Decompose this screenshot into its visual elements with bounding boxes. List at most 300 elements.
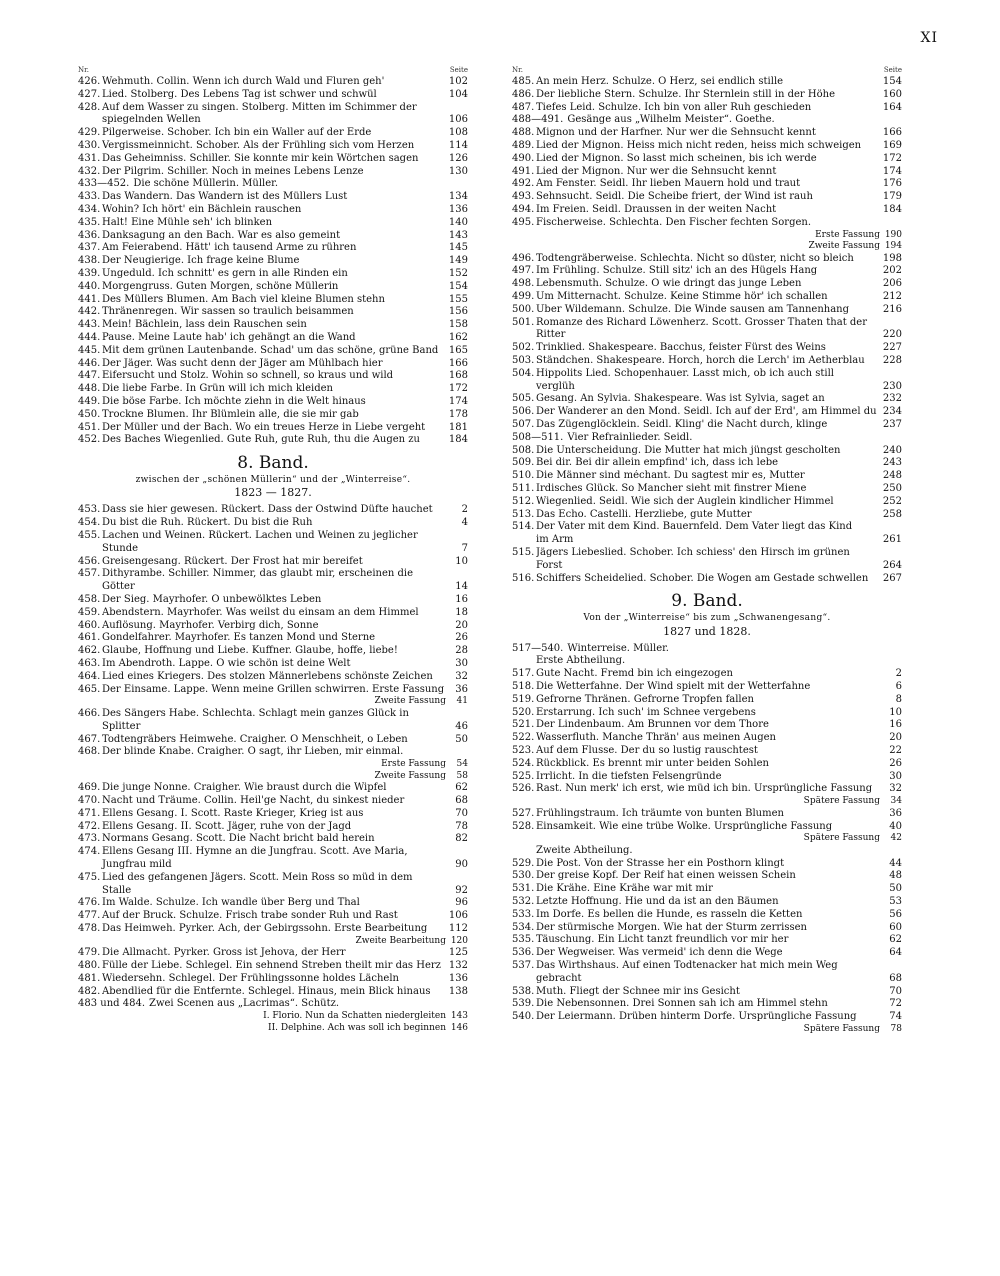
list-item [512, 317, 902, 330]
list-item [512, 204, 902, 217]
list-item [78, 396, 468, 409]
entry-text: Nacht und Träume. Collin. Heil'ge Nacht, du sinkest nieder [102, 794, 405, 806]
list-item [78, 833, 468, 846]
page-ref: 64 [889, 947, 902, 959]
entry-number: 535. [512, 934, 535, 946]
list-item [512, 758, 902, 771]
entry-number: 457. [78, 568, 101, 580]
page-ref: 240 [882, 444, 902, 456]
list-item [78, 808, 468, 821]
list-item [512, 76, 902, 89]
entry-number: 491. [512, 165, 535, 177]
page-ref: 174 [882, 165, 902, 177]
entry-number: 450. [78, 408, 101, 420]
page-ref: 32 [455, 670, 468, 682]
page-ref: 2 [895, 668, 902, 680]
list-item [78, 607, 468, 620]
list-item [78, 734, 468, 747]
list-item [512, 1011, 902, 1024]
entry-number: 530. [512, 870, 535, 882]
entry-number: 512. [512, 495, 535, 507]
entry-number: 453. [78, 504, 101, 516]
page-ref: 264 [882, 559, 902, 571]
page-ref: 130 [448, 165, 468, 177]
band-9-title: 9. Band. [671, 591, 743, 612]
page-ref: 42 [890, 833, 902, 844]
list-item [512, 547, 902, 560]
entry-number: 478. [78, 922, 101, 934]
page-ref: 16 [455, 594, 468, 606]
entry-text: Stalle [102, 884, 132, 896]
entry-number: 479. [78, 947, 101, 959]
entry-number: 454. [78, 517, 101, 529]
list-item [78, 821, 468, 834]
entry-number: 433. [78, 191, 101, 203]
entry-text: Gesänge aus „Wilhelm Meister“. Goethe. [567, 114, 775, 126]
page-ref: 166 [448, 357, 468, 369]
list-item [512, 858, 902, 871]
page-ref: 206 [882, 278, 902, 290]
entry-number: 475. [78, 871, 101, 883]
list-item [512, 432, 902, 445]
entry-number: 465. [78, 683, 101, 695]
page-ref: 68 [455, 794, 468, 806]
entry-text: Lied der Mignon. Nur wer die Sehnsucht kennt [536, 165, 777, 177]
list-item [512, 922, 902, 935]
entry-number: 511. [512, 482, 535, 494]
list-item [512, 707, 902, 720]
entry-text: Fischerweise. Schlechta. Den Fischer fechten Sorgen. [536, 216, 812, 228]
list-item [512, 783, 902, 796]
entry-number: 526. [512, 783, 535, 795]
list-item [512, 509, 902, 522]
entry-text: Greisengesang. Rückert. Der Frost hat mir bereifet [102, 555, 363, 567]
list-item [78, 255, 468, 268]
entry-number: 444. [78, 331, 101, 343]
entry-number: 481. [78, 972, 101, 984]
page-ref: 22 [889, 745, 902, 757]
entry-text: Die böse Farbe. Ich möchte ziehn in die Welt hinaus [102, 395, 366, 407]
page-ref: 160 [882, 88, 902, 100]
list-item [78, 947, 468, 960]
entry-number: 433—452. [78, 178, 130, 190]
entry-text: Gondelfahrer. Mayrhofer. Es tanzen Mond und Sterne [102, 632, 376, 644]
list-item [78, 268, 468, 281]
entry-text: Das Wirthshaus. Auf einen Todtenacker hat mich mein Weg [536, 960, 838, 972]
list-item [512, 998, 902, 1011]
page-ref: 230 [882, 380, 902, 392]
list-item [512, 191, 902, 204]
entry-number: 446. [78, 357, 101, 369]
entry-text: Die Wetterfahne. Der Wind spielt mit der Wetterfahne [536, 681, 811, 693]
page-ref: 7 [461, 542, 468, 554]
list-item [512, 947, 902, 960]
list-item [512, 102, 902, 115]
page-ref: 36 [889, 807, 902, 819]
list-item [512, 114, 902, 127]
entry-number: 520. [512, 706, 535, 718]
entry-number: 513. [512, 508, 535, 520]
entry-number: 460. [78, 619, 101, 631]
entry-number: 459. [78, 606, 101, 618]
list-item [78, 166, 468, 179]
entry-text: Der Neugierige. Ich frage keine Blume [102, 255, 300, 267]
page-ref: 106 [448, 910, 468, 922]
entry-number: 498. [512, 278, 535, 290]
list-item [78, 140, 468, 153]
list-item [78, 568, 468, 581]
header-no: Nr. [512, 66, 523, 74]
page-ref: 145 [448, 242, 468, 254]
list-item [512, 278, 902, 291]
page-ref: 26 [455, 632, 468, 644]
page-ref: 146 [450, 1022, 468, 1033]
entry-text: Das Geheimniss. Schiller. Sie konnte mir kein Wörtchen sagen [102, 152, 419, 164]
band-8-title: 8. Band. [237, 453, 309, 474]
page-ref: 252 [882, 495, 902, 507]
entry-number: 492. [512, 178, 535, 190]
entry-text: Der liebliche Stern. Schulze. Ihr Sternlein still in der Höhe [536, 88, 835, 100]
entry-number: 522. [512, 732, 535, 744]
list-item [512, 217, 902, 230]
header-page: Seite [883, 66, 902, 74]
list-item [78, 658, 468, 671]
list-item [78, 345, 468, 358]
entry-list [78, 504, 468, 1034]
entry-text: Lied. Stolberg. Des Lebens Tag ist schwer und schwül [102, 88, 377, 100]
page-ref: 74 [889, 1011, 902, 1023]
entry-text: Erstarrung. Ich such' im Schnee vergebens [536, 706, 756, 718]
version-line [78, 936, 468, 948]
entry-text: Wiedersehn. Schlegel. Der Frühlingssonne holdes Lächeln [102, 972, 399, 984]
band-9-range: Von der „Winterreise“ bis zum „Schwanengesang“. [583, 613, 831, 624]
entry-text: Der Sieg. Mayrhofer. O unbewölktes Leben [102, 594, 322, 606]
entry-text: Gute Nacht. Fremd bin ich eingezogen [536, 668, 733, 680]
entry-text: Muth. Fliegt der Schnee mir ins Gesicht [536, 985, 740, 997]
entry-text: Wohin? Ich hört' ein Bächlein rauschen [102, 203, 302, 215]
entry-continuation [78, 721, 468, 734]
page-ref: 108 [448, 127, 468, 139]
page-ref: 154 [882, 76, 902, 87]
page-ref: 30 [889, 770, 902, 782]
entry-text: Die schöne Müllerin. Müller. [133, 178, 279, 190]
entry-text: Im Abendroth. Lappe. O wie schön ist deine Welt [102, 658, 351, 670]
page-ref: 90 [455, 858, 468, 870]
entry-text: Das Heimweh. Pyrker. Ach, der Gebirgssohn. Erste Bearbeitung [102, 922, 428, 934]
page-ref: 132 [448, 960, 468, 972]
entry-number: 431. [78, 152, 101, 164]
entry-number: 516. [512, 572, 535, 584]
entry-number: 507. [512, 418, 535, 430]
page-ref: 227 [882, 342, 902, 354]
page-number: XI [920, 30, 938, 46]
entry-text: Sehnsucht. Seidl. Die Scheibe friert, der Wind ist rauh [536, 191, 813, 203]
entry-text: Im Freien. Seidl. Draussen in der weiten Nacht [536, 203, 777, 215]
entry-text: Lied der Mignon. So lasst mich scheinen, bis ich werde [536, 152, 817, 164]
page-ref: 2 [461, 504, 468, 516]
entry-number: 483 und 484. [78, 998, 145, 1010]
page-ref: 40 [889, 820, 902, 832]
page-ref: 143 [448, 229, 468, 241]
page-ref: 92 [455, 884, 468, 896]
entry-continuation [512, 560, 902, 573]
page-ref: 202 [882, 265, 902, 277]
list-item [512, 470, 902, 483]
list-item [78, 153, 468, 166]
version-line [78, 759, 468, 771]
list-item [512, 870, 902, 883]
entry-text: Zwei Scenen aus „Lacrimas“. Schütz. [149, 998, 340, 1010]
list-item [512, 909, 902, 922]
entry-number: 490. [512, 152, 535, 164]
band-8-years: 1823 — 1827. [234, 486, 312, 500]
entry-number: 447. [78, 370, 101, 382]
list-item [512, 265, 902, 278]
list-item [78, 708, 468, 721]
entry-number: 515. [512, 546, 535, 558]
entry-text: Jungfrau mild [102, 858, 172, 870]
entry-text: spiegelnden Wellen [102, 114, 201, 126]
entry-list [78, 76, 468, 447]
page-ref: 237 [882, 418, 902, 430]
entry-text: Der Wanderer an den Mond. Seidl. Ich auf der Erd', am Himmel du [536, 406, 877, 418]
list-item [78, 645, 468, 658]
page-ref: 62 [455, 782, 468, 794]
page-ref: 243 [882, 457, 902, 469]
entry-number: 500. [512, 303, 535, 315]
entry-text: Tiefes Leid. Schulze. Ich bin von aller Ruh geschieden [536, 101, 812, 113]
entry-text: gebracht [536, 972, 582, 984]
list-item [78, 556, 468, 569]
list-item [78, 897, 468, 910]
entry-text: Einsamkeit. Wie eine trübe Wolke. Ursprüngliche Fassung [536, 820, 833, 832]
list-item [512, 89, 902, 102]
entry-text: Fülle der Liebe. Schlegel. Ein sehnend Streben theilt mir das Herz [102, 960, 441, 972]
page-ref: 261 [882, 534, 902, 546]
list-item [512, 668, 902, 681]
page-ref: 54 [456, 759, 468, 770]
entry-text: Mein! Bächlein, lass dein Rauschen sein [102, 319, 307, 331]
entry-text: Die junge Nonne. Craigher. Wie braust durch die Wipfel [102, 782, 387, 794]
entry-number: 472. [78, 820, 101, 832]
entry-text: Im Dorfe. Es bellen die Hunde, es rasseln die Ketten [536, 908, 803, 920]
list-item [512, 681, 902, 694]
entry-number: 426. [78, 76, 101, 87]
entry-list [512, 76, 902, 585]
entry-number: 467. [78, 733, 101, 745]
list-item [512, 896, 902, 909]
entry-text: Schiffers Scheidelied. Schober. Die Wogen am Gestade schwellen [536, 572, 869, 584]
entry-number: 537. [512, 960, 535, 972]
column-header [78, 66, 468, 76]
entry-number: 508—511. [512, 431, 564, 443]
entry-number: 469. [78, 782, 101, 794]
version-label: Erste Fassung [381, 759, 446, 770]
entry-continuation [78, 581, 468, 594]
page-ref: 126 [448, 152, 468, 164]
entry-number: 440. [78, 280, 101, 292]
list-item [78, 242, 468, 255]
version-label: I. Florio. Nun da Schatten niedergleiten [263, 1011, 446, 1022]
entry-number: 476. [78, 897, 101, 909]
entry-text: Dithyrambe. Schiller. Nimmer, das glaubt mir, erscheinen die [102, 568, 414, 580]
entry-text: Um Mitternacht. Schulze. Keine Stimme hör' ich schallen [536, 290, 828, 302]
entry-text: Todtengräbers Heimwehe. Craigher. O Menschheit, o Leben [102, 733, 408, 745]
version-line [78, 696, 468, 708]
entry-text: Dass sie hier gewesen. Rückert. Dass der Ostwind Düfte hauchet [102, 504, 433, 516]
page-ref: 168 [448, 370, 468, 382]
list-item [78, 960, 468, 973]
page-ref: 120 [450, 935, 468, 946]
entry-number: 470. [78, 794, 101, 806]
entry-number: 438. [78, 255, 101, 267]
list-item [78, 910, 468, 923]
entry-text: Lied des gefangenen Jägers. Scott. Mein Ross so müd in dem [102, 871, 413, 883]
entry-number: 437. [78, 242, 101, 254]
version-line [512, 241, 902, 253]
list-item [78, 504, 468, 517]
section-heading: Erste Abtheilung. [536, 655, 626, 667]
list-item [512, 496, 902, 509]
entry-text: Auf der Bruck. Schulze. Frisch trabe sonder Ruh und Rast [102, 910, 398, 922]
list-item [512, 521, 902, 534]
version-label: Zweite Fassung [808, 241, 880, 252]
entry-number: 496. [512, 252, 535, 264]
entry-text: Der greise Kopf. Der Reif hat einen weissen Schein [536, 870, 796, 882]
entry-text: Auf dem Flusse. Der du so lustig rauschtest [536, 745, 758, 757]
list-item [512, 483, 902, 496]
entry-text: Romanze des Richard Löwenherz. Scott. Grosser Thaten that der [536, 316, 868, 328]
page-ref: 96 [455, 897, 468, 909]
entry-number: 458. [78, 594, 101, 606]
entry-text: Irrlicht. In die tiefsten Felsengründe [536, 770, 722, 782]
page-ref: 72 [889, 998, 902, 1010]
page-ref: 152 [448, 267, 468, 279]
entry-text: Jägers Liebeslied. Schober. Ich schiess' den Hirsch im grünen [536, 546, 850, 558]
version-label: Spätere Fassung [803, 796, 880, 807]
page-ref: 232 [882, 393, 902, 405]
entry-number: 499. [512, 290, 535, 302]
entry-text: Über Wildemann. Schulze. Die Winde sausen am Tannenhang [536, 303, 849, 315]
list-item [78, 127, 468, 140]
list-item [78, 204, 468, 217]
entry-number: 517. [512, 668, 535, 680]
entry-text: Vergissmeinnicht. Schober. Als der Frühling sich vom Herzen [102, 139, 415, 151]
list-item [512, 153, 902, 166]
entry-text: Normans Gesang. Scott. Die Nacht bricht bald herein [102, 833, 375, 845]
entry-number: 503. [512, 354, 535, 366]
entry-number: 455. [78, 530, 101, 542]
page-ref: 16 [889, 719, 902, 731]
page-ref: 18 [455, 606, 468, 618]
page-ref: 179 [882, 191, 902, 203]
list-item [78, 358, 468, 371]
entry-text: Des Müllers Blumen. Am Bach viel kleine Blumen stehn [102, 293, 385, 305]
entry-continuation [78, 114, 468, 127]
page-ref: 194 [884, 241, 902, 252]
page-ref: 36 [455, 683, 468, 695]
page-ref: 20 [455, 619, 468, 631]
entry-number: 501. [512, 316, 535, 328]
entry-number: 428. [78, 101, 101, 113]
page-ref: 176 [882, 178, 902, 190]
page-ref: 6 [895, 681, 902, 693]
entry-text: Danksagung an den Bach. War es also gemeint [102, 229, 341, 241]
entry-number: 527. [512, 807, 535, 819]
entry-text: Das Wandern. Das Wandern ist des Müllers Lust [102, 191, 348, 203]
entry-text: Pilgerweise. Schober. Ich bin ein Waller auf der Erde [102, 127, 372, 139]
entry-number: 473. [78, 833, 101, 845]
page-ref: 228 [882, 354, 902, 366]
entry-number: 462. [78, 645, 101, 657]
entry-number: 456. [78, 555, 101, 567]
page-ref: 68 [889, 972, 902, 984]
page-ref: 143 [450, 1011, 468, 1022]
entry-number: 474. [78, 846, 101, 858]
page-ref: 250 [882, 482, 902, 494]
entry-number: 509. [512, 457, 535, 469]
list-item [78, 530, 468, 543]
header-page: Seite [449, 66, 468, 74]
entry-number: 471. [78, 807, 101, 819]
entry-text: Wiegenlied. Seidl. Wie sich der Äuglein kindlicher Himmel [536, 495, 834, 507]
page-ref: 181 [448, 421, 468, 433]
band-8-range: zwischen der „schönen Müllerin“ und der „Winterreise“. [135, 474, 411, 485]
entry-text: Ritter [536, 329, 566, 341]
page-ref: 220 [882, 329, 902, 341]
entry-number: 539. [512, 998, 535, 1010]
list-item [512, 732, 902, 745]
page-ref: 138 [448, 985, 468, 997]
list-item [512, 694, 902, 707]
entry-text: Ellens Gesang III. Hymne an die Jungfrau. Scott. Ave Maria, [102, 846, 408, 858]
list-item [78, 102, 468, 115]
entry-text: Wehmuth. Collin. Wenn ich durch Wald und Fluren geh' [102, 76, 385, 87]
page-ref: 169 [882, 139, 902, 151]
page-ref: 20 [889, 732, 902, 744]
page-ref: 184 [448, 434, 468, 446]
page-ref: 10 [455, 555, 468, 567]
entry-number: 494. [512, 203, 535, 215]
list-item [512, 178, 902, 191]
page-ref: 70 [455, 807, 468, 819]
list-item [512, 883, 902, 896]
version-line [512, 1024, 902, 1036]
entry-number: 439. [78, 267, 101, 279]
page-ref: 32 [889, 783, 902, 795]
entry-text: Trinklied. Shakespeare. Bacchus, feister Fürst des Weins [536, 342, 826, 354]
page-ref: 216 [882, 303, 902, 315]
entry-number: 482. [78, 985, 101, 997]
list-item [512, 457, 902, 470]
list-item [512, 573, 902, 586]
entry-number: 448. [78, 383, 101, 395]
page-ref: 190 [884, 229, 902, 240]
entry-number: 532. [512, 896, 535, 908]
version-label: Spätere Fassung [803, 1024, 880, 1034]
page-ref: 70 [889, 985, 902, 997]
list-item [78, 746, 468, 759]
list-item [78, 281, 468, 294]
list-item [512, 960, 902, 973]
entry-number: 523. [512, 745, 535, 757]
page-ref: 184 [882, 203, 902, 215]
list-item [78, 872, 468, 885]
page-ref: 155 [448, 293, 468, 305]
version-line [512, 230, 902, 242]
list-item [512, 355, 902, 368]
entry-number: 451. [78, 421, 101, 433]
